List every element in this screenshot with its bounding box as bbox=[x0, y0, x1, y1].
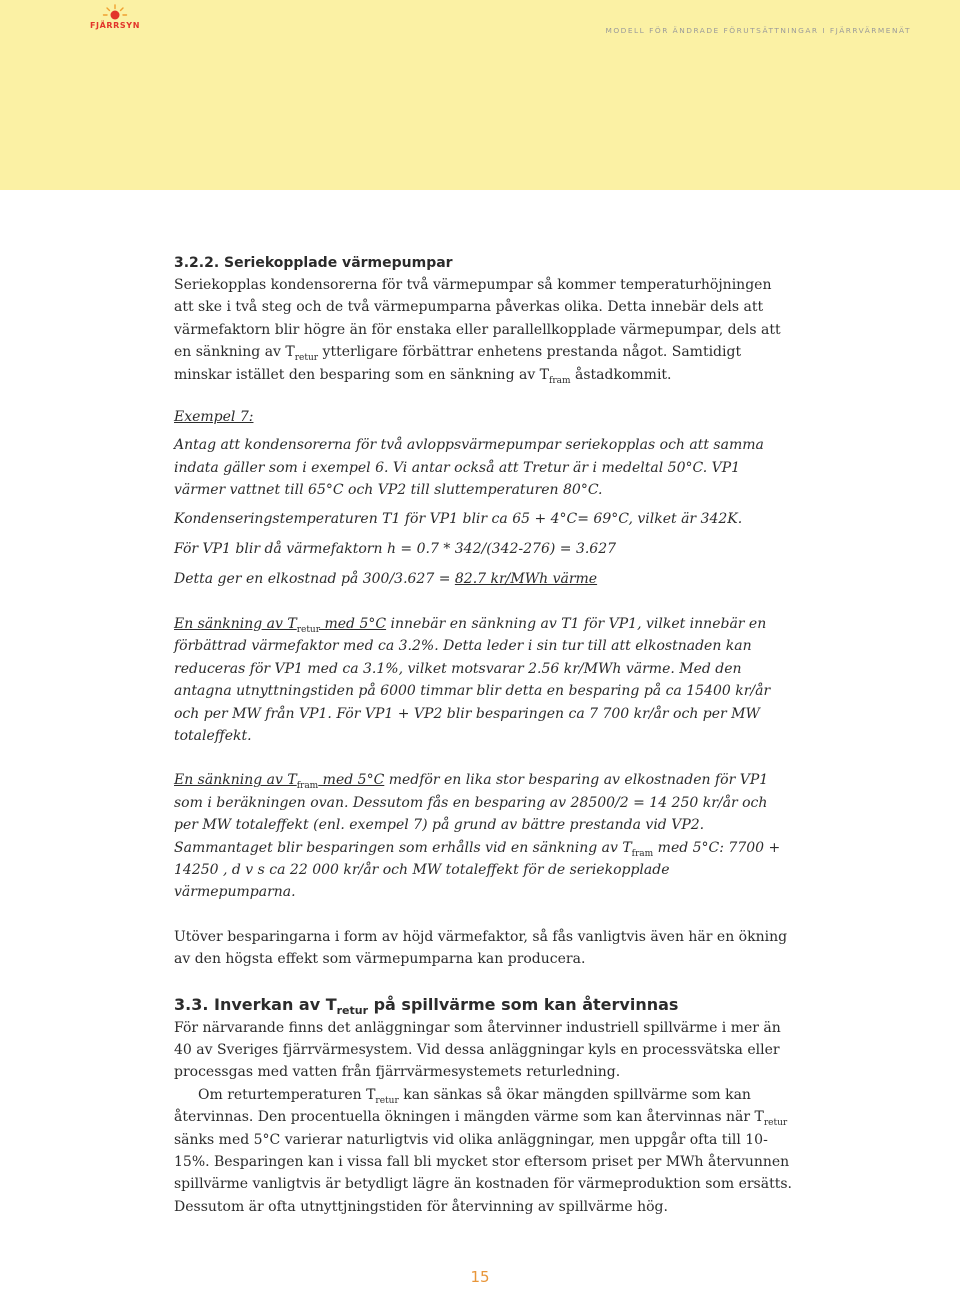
cost-value: 82.7 kr/MWh värme bbox=[454, 571, 598, 588]
example-cost: Detta ger en elkostnad på 300/3.627 = 82.7 kr/MWh värme bbox=[174, 571, 598, 588]
header-band bbox=[0, 0, 960, 190]
page-number: 15 bbox=[470, 1268, 490, 1286]
section-heading-3-3: 3.3. Inverkan av $T_{retur}$ på spillvärme som kan återvinnas bbox=[174, 994, 679, 1017]
example-label: Exempel 7: bbox=[174, 409, 254, 426]
logo-text: FJÄRRSYN bbox=[89, 21, 140, 30]
example-cop: För VP1 blir då värmefaktorn h = 0.7 * 342/(342-276) = 3.627 bbox=[174, 541, 617, 558]
fjarrsyn-logo bbox=[88, 4, 142, 32]
summary-paragraph: Utöver besparingarna i form av höjd värmefaktor, så fås vanligtvis även här en ökning av den högsta effekt som värmepumparna kan producera. bbox=[174, 928, 788, 968]
example-assumption: Antag att kondensorerna för två avloppsvärmepumpar seriekopplas och att samma indata gäller som i exempel 6. Vi antar också att Tretur är i medeltal 50°C. VP1 värmer vattnet till 65°C och VP2 till sluttemperaturen 80°C. bbox=[174, 437, 764, 499]
example-condensing-temp: Kondenseringstemperaturen T1 för VP1 blir ca 65 + 4°C= 69°C, vilket är 342K. bbox=[174, 510, 743, 527]
example-retur-paragraph: En sänkning av $T_{retur}$ med 5°C innebär en sänkning av T1 för VP1, vilket innebär en förbättrad värmefaktor med ca 3.2%. Detta leder i sin tur till att elkostnaden kan reduceras för VP1 med ca 3.1%, vilket motsvarar 2.56 kr/MWh värme. Med den antagna utnyttningstiden på 6000 timmar blir detta en besparing på ca 15400 kr/år och per MW från VP1. För VP1 + VP2 blir besparingen ca 7 700 kr/år och per MW totaleffekt. bbox=[174, 615, 771, 744]
paragraph-seriekoppling: Seriekopplas kondensorerna för två värmepumpar så kommer temperaturhöjningen att ske i två steg och de två värmepumparna påverkas olika. Detta innebär dels att värmefaktorn blir högre än för enstaka eller parallellkopplade värmepumpar, dels att en sänkning av $T_{retur}$ ytterligare förbättrar enhetens prestanda något. Samtidigt minskar istället den besparing som en sänkning av $T_{fram}$ åstadkommit. bbox=[174, 277, 781, 386]
paragraph-spillvarme-intro: För närvarande finns det anläggningar som återvinner industriell spillvärme i mer än 40 av Sveriges fjärrvärmesystem. Vid dessa anläggningar kyls en processvätska eller processgas med vatten från fjärrvärmesystemets returledning. bbox=[174, 1019, 781, 1081]
example-fram-paragraph: En sänkning av $T_{fram}$ med 5°C medför en lika stor besparing av elkostnaden för VP1 som i beräkningen ovan. Dessutom fås en besparing av 28500/2 = 14 250 kr/år och per MW totaleffekt (enl. exempel 7) på grund av bättre prestanda vid VP2. Sammantaget blir besparingen som erhålls vid en sänkning av $T_{fram}$ med 5°C: 7700 + 14250 , d v s ca 22 000 kr/år och MW totaleffekt för de seriekopplade värmepumparna. bbox=[174, 772, 781, 901]
page-content bbox=[174, 252, 794, 1218]
paragraph-spillvarme-savings: Om returtemperaturen $T_{retur}$ kan sänkas så ökar mängden spillvärme som kan återvinnas. Den procentuella ökningen i mängden värme som kan återvinnas när $T_{retur}$ sänks med 5°C varierar naturligtvis vid olika anläggningar, men uppgår ofta till 10-15%. Besparingen kan i vissa fall bli mycket stor eftersom priset per MWh återvunnen spillvärme vanligtvis är betydligt lägre än kostnaden för värmeproduktion som ersätts. Dessutom är ofta utnyttjningstiden för återvinning av spillvärme hög. bbox=[174, 1086, 792, 1215]
sun-icon bbox=[88, 4, 142, 22]
running-head: MODELL FÖR ÄNDRADE FÖRUTSÄTTNINGAR I FJÄRRVÄRMENÄT bbox=[605, 26, 911, 35]
section-heading-3-2-2: 3.2.2. Seriekopplade värmepumpar bbox=[174, 255, 453, 271]
